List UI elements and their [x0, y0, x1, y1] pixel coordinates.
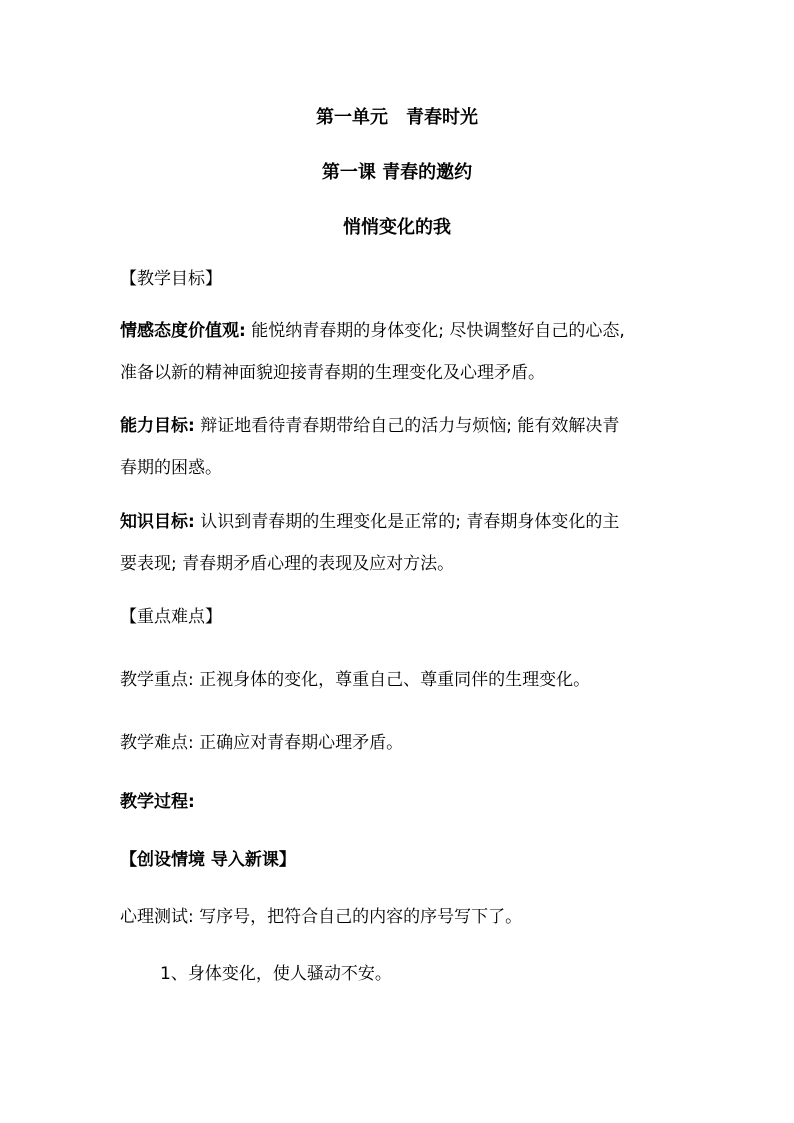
- emotion-objective-line1: [120, 319, 625, 343]
- ability-objective-line2: 春期的困惑。: [120, 458, 222, 478]
- ability-objective-text: 辩证地看待青春期带给自己的活力与烦恼; 能有效解决青: [194, 416, 620, 436]
- knowledge-objective-line2: 要表现; 青春期矛盾心理的表现及应对方法。: [120, 554, 455, 574]
- ability-objective-line1: [120, 414, 619, 438]
- psych-test-line: 心理测试: 写序号，把符合自己的内容的序号写下了。: [120, 907, 523, 927]
- unit-title: 第一单元 青春时光: [316, 107, 478, 128]
- knowledge-objective-label: 知识目标:: [120, 512, 195, 532]
- difficult-point: 教学难点: 正确应对青春期心理矛盾。: [120, 733, 404, 753]
- intro-heading: 【创设情境 导入新课】: [120, 850, 296, 870]
- knowledge-objective-line1: [120, 510, 619, 534]
- key-point: 教学重点: 正视身体的变化，尊重自己、尊重同伴的生理变化。: [120, 670, 591, 690]
- test-item-1: 1、身体变化，使人骚动不安。: [160, 964, 392, 984]
- objectives-heading: 【教学目标】: [120, 269, 222, 289]
- key-points-heading: 【重点难点】: [120, 607, 222, 627]
- emotion-objective-text: 能悦纳青春期的身体变化; 尽快调整好自己的心态,: [245, 321, 625, 341]
- knowledge-objective-text: 认识到青春期的生理变化是正常的; 青春期身体变化的主: [194, 512, 620, 532]
- lesson-title: 第一课 青春的邀约: [321, 162, 473, 183]
- ability-objective-label: 能力目标:: [120, 416, 195, 436]
- teaching-process-heading: 教学过程:: [120, 792, 195, 812]
- emotion-objective-line2: 准备以新的精神面貌迎接青春期的生理变化及心理矛盾。: [120, 363, 545, 383]
- emotion-objective-label: 情感态度价值观:: [120, 321, 246, 341]
- section-title: 悄悄变化的我: [343, 217, 451, 238]
